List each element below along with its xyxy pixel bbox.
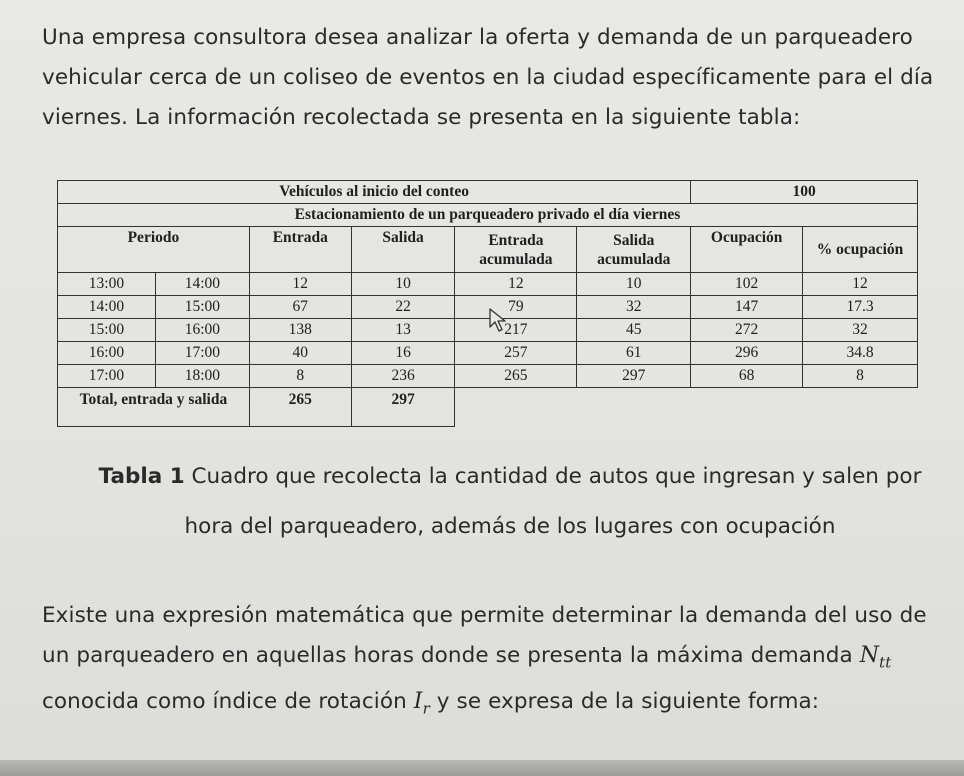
header-periodo: Periodo bbox=[58, 227, 250, 273]
row-hasta: 17:00 bbox=[155, 342, 249, 365]
row-entrada: 40 bbox=[249, 342, 351, 365]
row-desde: 17:00 bbox=[58, 365, 156, 388]
table-row bbox=[58, 342, 918, 365]
row-desde: 13:00 bbox=[58, 273, 156, 296]
row-entrada-acumulada: 217 bbox=[455, 319, 577, 342]
row-entrada: 67 bbox=[249, 296, 351, 319]
row-desde: 15:00 bbox=[58, 319, 156, 342]
row-pct-ocupacion: 12 bbox=[803, 273, 918, 296]
row-hasta: 18:00 bbox=[155, 365, 249, 388]
symbol-n bbox=[859, 643, 892, 672]
row-ocupacion: 147 bbox=[691, 296, 803, 319]
row-pct-ocupacion: 17.3 bbox=[803, 296, 918, 319]
row-salida-acumulada: 61 bbox=[577, 342, 691, 365]
row-salida: 13 bbox=[351, 319, 455, 342]
table-subtitle: Estacionamiento de un parqueadero privado el día viernes bbox=[58, 204, 918, 227]
parking-table-container bbox=[57, 180, 918, 427]
row-ocupacion: 272 bbox=[691, 319, 803, 342]
header-salida: Salida bbox=[351, 227, 455, 273]
closing-paragraph bbox=[42, 596, 942, 729]
header-salida-acumulada: Salida acumulada bbox=[577, 227, 691, 273]
row-salida-acumulada: 297 bbox=[577, 365, 691, 388]
initial-count-row bbox=[58, 181, 918, 204]
row-ocupacion: 102 bbox=[691, 273, 803, 296]
row-pct-ocupacion: 32 bbox=[803, 319, 918, 342]
parking-table bbox=[57, 180, 918, 427]
row-entrada: 8 bbox=[249, 365, 351, 388]
row-hasta: 15:00 bbox=[155, 296, 249, 319]
initial-count-label: Vehículos al inicio del conteo bbox=[58, 181, 691, 204]
row-hasta: 16:00 bbox=[155, 319, 249, 342]
row-hasta: 14:00 bbox=[155, 273, 249, 296]
row-salida-acumulada: 10 bbox=[577, 273, 691, 296]
row-pct-ocupacion: 34.8 bbox=[803, 342, 918, 365]
total-entrada: 265 bbox=[249, 388, 351, 427]
symbol-i-base: I bbox=[413, 689, 423, 715]
closing-text-part2: conocida como índice de rotación bbox=[42, 689, 407, 715]
initial-count-value: 100 bbox=[691, 181, 918, 204]
row-entrada-acumulada: 12 bbox=[455, 273, 577, 296]
row-entrada: 138 bbox=[249, 319, 351, 342]
table-caption bbox=[80, 452, 940, 552]
row-ocupacion: 68 bbox=[691, 365, 803, 388]
total-label: Total, entrada y salida bbox=[58, 388, 250, 427]
total-salida: 297 bbox=[351, 388, 455, 427]
row-salida: 236 bbox=[351, 365, 455, 388]
row-salida: 10 bbox=[351, 273, 455, 296]
header-entrada-acumulada: Entrada acumulada bbox=[455, 227, 577, 273]
row-desde: 16:00 bbox=[58, 342, 156, 365]
empty-cell bbox=[455, 388, 918, 427]
symbol-i-sub: r bbox=[422, 699, 430, 718]
row-salida: 22 bbox=[351, 296, 455, 319]
closing-text-part3: y se expresa de la siguiente forma: bbox=[436, 689, 820, 715]
subtitle-row bbox=[58, 204, 918, 227]
caption-label: Tabla 1 bbox=[98, 464, 185, 489]
caption-text: Cuadro que recolecta la cantidad de autos que ingresan y salen por hora del parqueadero, además de los lugares con ocupación bbox=[184, 464, 922, 539]
row-salida: 16 bbox=[351, 342, 455, 365]
table-row bbox=[58, 273, 918, 296]
bottom-edge-shadow bbox=[0, 760, 964, 776]
row-salida-acumulada: 45 bbox=[577, 319, 691, 342]
row-desde: 14:00 bbox=[58, 296, 156, 319]
table-row bbox=[58, 365, 918, 388]
mouse-pointer-icon bbox=[488, 308, 512, 334]
row-salida-acumulada: 32 bbox=[577, 296, 691, 319]
row-pct-ocupacion: 8 bbox=[803, 365, 918, 388]
header-row bbox=[58, 227, 918, 273]
intro-paragraph: Una empresa consultora desea analizar la oferta y demanda de un parqueadero vehicular cerca de un coliseo de eventos en la ciudad específicamente para el día viernes. La información recolectada se presenta en la siguiente tabla: bbox=[42, 25, 934, 130]
closing-text-part1: Existe una expresión matemática que permite determinar la demanda del uso de un parqueadero en aquellas horas donde se presenta la máxima demanda bbox=[42, 603, 927, 668]
row-entrada-acumulada: 257 bbox=[455, 342, 577, 365]
total-row bbox=[58, 388, 918, 427]
symbol-n-sub: tt bbox=[879, 653, 892, 672]
header-entrada: Entrada bbox=[249, 227, 351, 273]
header-pct-ocupacion: % ocupación bbox=[803, 227, 918, 273]
row-entrada-acumulada: 79 bbox=[455, 296, 577, 319]
symbol-n-base: N bbox=[859, 643, 880, 668]
header-ocupacion: Ocupación bbox=[691, 227, 803, 273]
row-ocupacion: 296 bbox=[691, 342, 803, 365]
symbol-i bbox=[413, 689, 430, 718]
row-entrada: 12 bbox=[249, 273, 351, 296]
row-entrada-acumulada: 265 bbox=[455, 365, 577, 388]
